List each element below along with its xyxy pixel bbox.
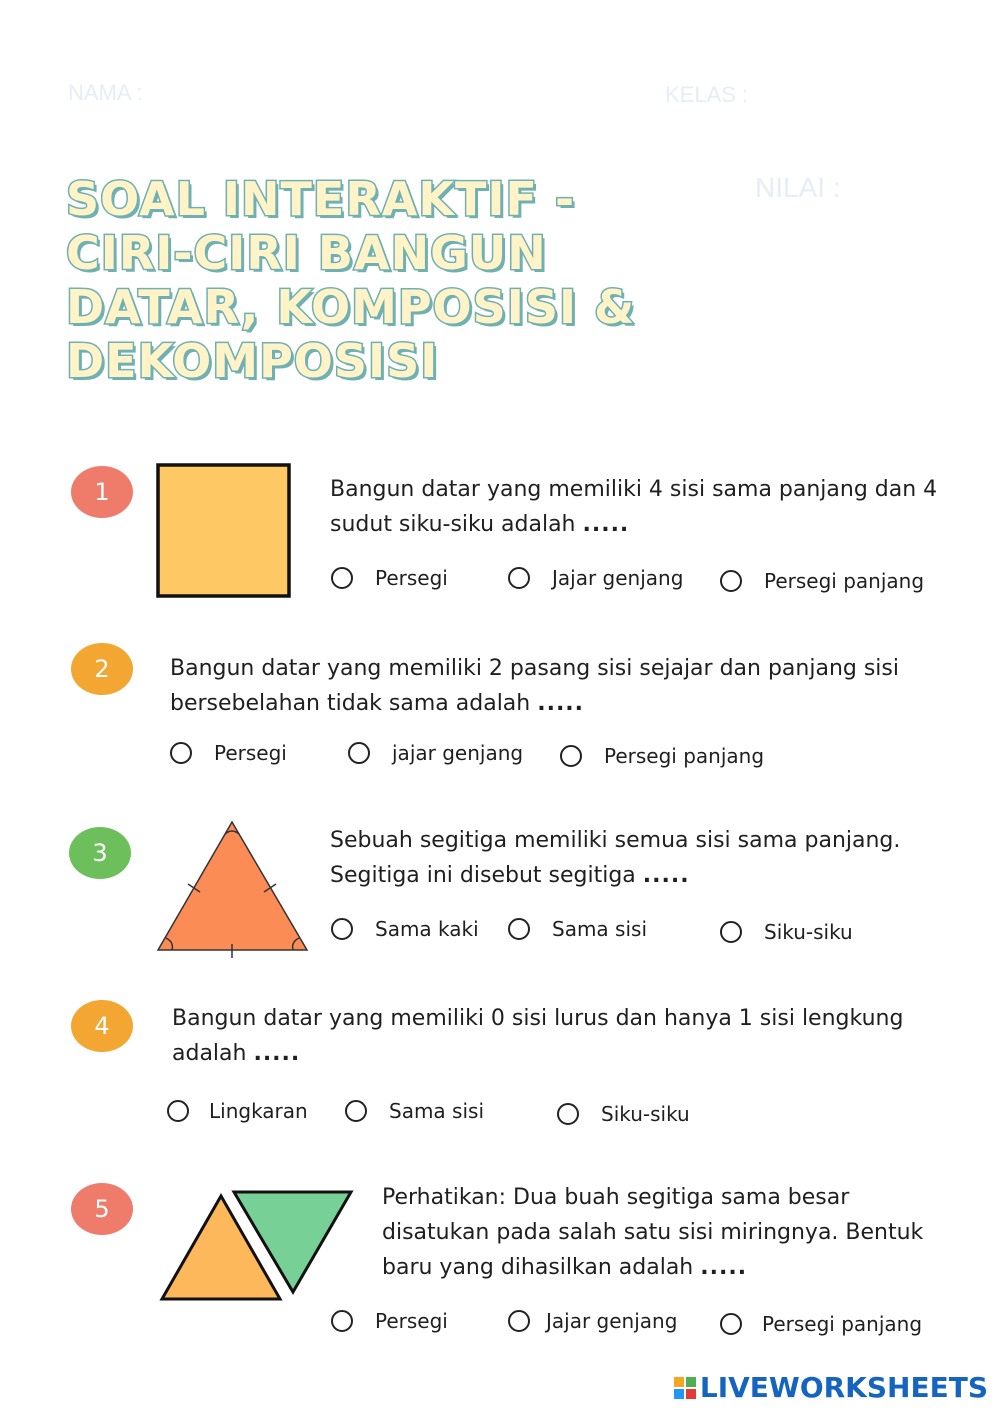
q3-option-2[interactable]: [508, 917, 647, 941]
question-2-line-2: bersebelahan tidak sama adalah: [170, 691, 531, 716]
radio-button[interactable]: [331, 1310, 353, 1332]
question-2-text: [170, 651, 950, 721]
q5-option-3[interactable]: [720, 1312, 922, 1336]
title-line-2: CIRI-CIRI BANGUN: [66, 226, 547, 280]
q1-option-1[interactable]: [331, 566, 448, 590]
radio-button[interactable]: [167, 1100, 189, 1122]
q5-option-3-label: Persegi panjang: [762, 1312, 923, 1336]
radio-button[interactable]: [170, 742, 192, 764]
q4-option-1-label: Lingkaran: [209, 1099, 308, 1123]
question-3-blank: .....: [642, 863, 690, 888]
q2-option-3[interactable]: [560, 744, 764, 768]
square-shape: [156, 463, 292, 599]
q1-option-3-label: Persegi panjang: [764, 569, 925, 593]
radio-button[interactable]: [348, 742, 370, 764]
question-5-line-2: disatukan pada salah satu sisi miringnya. Bentuk: [382, 1220, 924, 1245]
q5-option-2-label: Jajar genjang: [546, 1309, 678, 1333]
question-1-line-1: Bangun datar yang memiliki 4 sisi sama panjang dan 4: [330, 477, 938, 502]
q2-option-1[interactable]: [170, 741, 287, 765]
question-2-badge: 2: [71, 643, 133, 695]
q5-option-2[interactable]: [508, 1309, 677, 1333]
question-2-line-1: Bangun datar yang memiliki 2 pasang sisi sejajar dan panjang sisi: [170, 656, 899, 681]
radio-button[interactable]: [557, 1103, 579, 1125]
radio-button[interactable]: [508, 567, 530, 589]
question-4-blank: .....: [253, 1041, 301, 1066]
q2-option-1-label: Persegi: [214, 741, 287, 765]
score-label: NILAI :: [755, 172, 841, 203]
question-3-badge: 3: [69, 827, 131, 879]
question-5-badge: 5: [71, 1183, 133, 1235]
question-2-blank: .....: [537, 691, 585, 716]
question-3-line-1: Sebuah segitiga memiliki semua sisi sama panjang.: [330, 828, 901, 853]
q1-option-2[interactable]: [508, 566, 683, 590]
q4-option-1[interactable]: [167, 1099, 308, 1123]
question-3-line-2: Segitiga ini disebut segitiga: [330, 863, 636, 888]
radio-button[interactable]: [720, 570, 742, 592]
two-triangles-shape: [156, 1186, 358, 1304]
radio-button[interactable]: [331, 918, 353, 940]
question-5-line-1: Perhatikan: Dua buah segitiga sama besar: [382, 1185, 850, 1210]
question-1-badge: 1: [71, 466, 133, 518]
q2-option-2[interactable]: [348, 741, 523, 765]
logo-text: LIVEWORKSHEETS: [699, 1371, 988, 1404]
name-label: NAMA :: [68, 80, 143, 105]
q2-option-2-label: jajar genjang: [392, 741, 524, 765]
q1-option-1-label: Persegi: [375, 566, 448, 590]
logo-squares-icon: [674, 1377, 696, 1399]
q2-option-3-label: Persegi panjang: [604, 744, 765, 768]
title-line-1: SOAL INTERAKTIF -: [66, 172, 576, 226]
question-5-line-3: baru yang dihasilkan adalah: [382, 1255, 694, 1280]
question-4-line-2: adalah: [172, 1041, 247, 1066]
radio-button[interactable]: [345, 1100, 367, 1122]
radio-button[interactable]: [331, 567, 353, 589]
q1-option-2-label: Jajar genjang: [552, 566, 684, 590]
q5-option-1[interactable]: [331, 1309, 448, 1333]
question-4-badge: 4: [71, 1000, 133, 1052]
q3-option-3-label: Siku-siku: [764, 920, 853, 944]
q4-option-3[interactable]: [557, 1102, 690, 1126]
q4-option-2-label: Sama sisi: [389, 1099, 484, 1123]
radio-button[interactable]: [720, 1313, 742, 1335]
q5-option-1-label: Persegi: [375, 1309, 448, 1333]
q4-option-2[interactable]: [345, 1099, 484, 1123]
equilateral-triangle-shape: [152, 816, 314, 962]
question-1-text: [330, 472, 970, 542]
q4-option-3-label: Siku-siku: [601, 1102, 690, 1126]
worksheet-title: [66, 172, 636, 388]
class-label: KELAS :: [665, 82, 749, 107]
q3-option-2-label: Sama sisi: [552, 917, 647, 941]
question-4-text: [172, 1001, 952, 1071]
radio-button[interactable]: [560, 745, 582, 767]
question-1-line-2: sudut siku-siku adalah: [330, 512, 576, 537]
q3-option-3[interactable]: [720, 920, 853, 944]
question-1-blank: .....: [582, 512, 630, 537]
liveworksheets-logo: [674, 1371, 988, 1404]
title-line-3: DATAR, KOMPOSISI &: [66, 280, 636, 334]
title-line-4: DEKOMPOSISI: [66, 334, 439, 388]
question-4-line-1: Bangun datar yang memiliki 0 sisi lurus dan hanya 1 sisi lengkung: [172, 1006, 904, 1031]
q1-option-3[interactable]: [720, 569, 924, 593]
radio-button[interactable]: [720, 921, 742, 943]
question-3-text: [330, 823, 970, 893]
radio-button[interactable]: [508, 1310, 530, 1332]
q3-option-1-label: Sama kaki: [375, 917, 479, 941]
question-5-blank: .....: [700, 1255, 748, 1280]
radio-button[interactable]: [508, 918, 530, 940]
q3-option-1[interactable]: [331, 917, 479, 941]
question-5-text: [382, 1180, 972, 1285]
